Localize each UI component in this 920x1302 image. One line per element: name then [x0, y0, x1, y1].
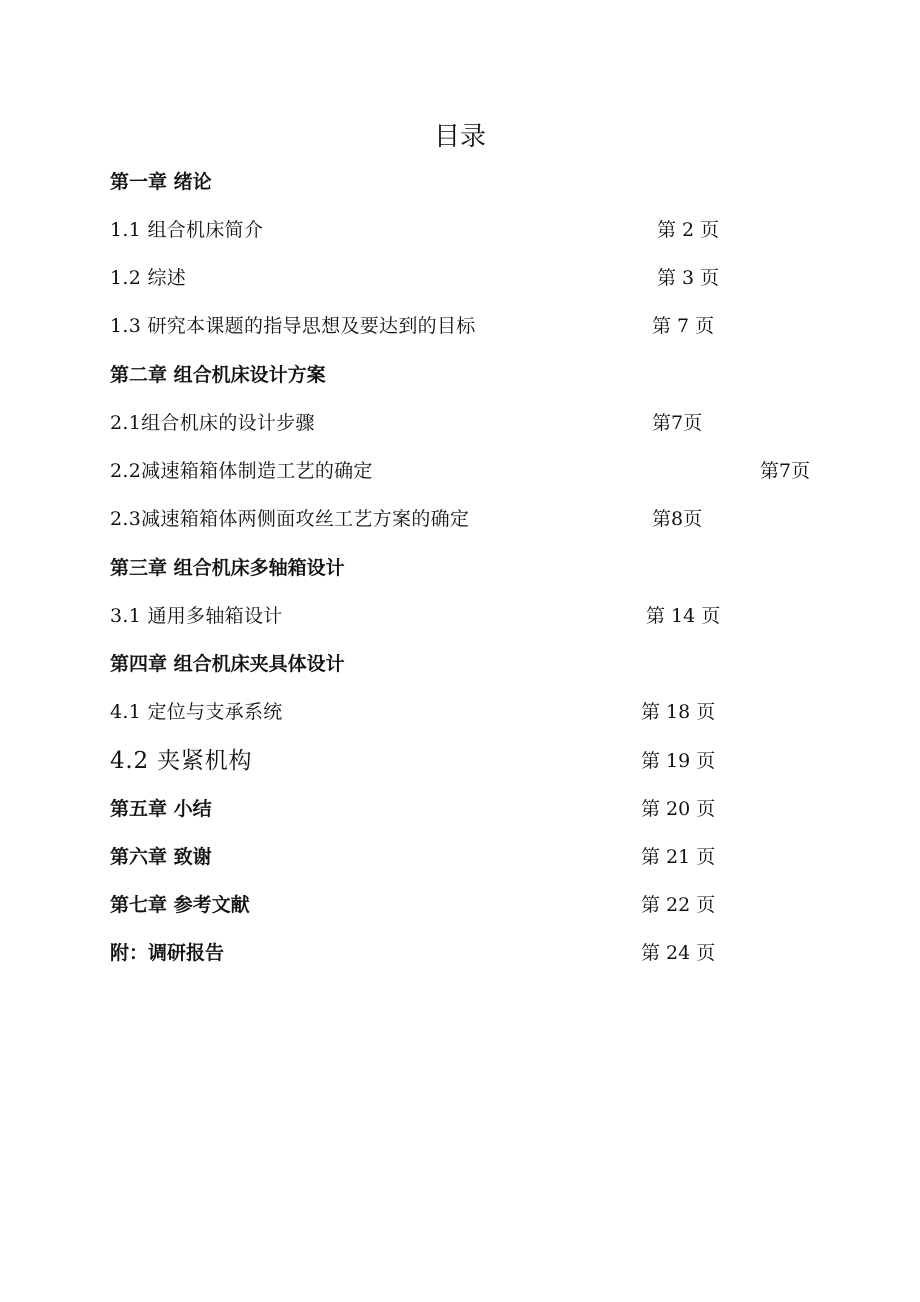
toc-entry-3-1: 3.1 通用多轴箱设计	[110, 605, 283, 627]
toc-entry-4-1: 4.1 定位与支承系统	[110, 701, 283, 723]
toc-page-2-1: 第7页	[652, 412, 703, 434]
toc-entry-2-2: 2.2减速箱箱体制造工艺的确定	[110, 460, 373, 482]
toc-chapter-5: 第五章 小结	[110, 798, 212, 820]
toc-entry-2-3: 2.3减速箱箱体两侧面攻丝工艺方案的确定	[110, 508, 470, 530]
toc-chapter-3: 第三章 组合机床多轴箱设计	[110, 557, 345, 579]
toc-title: 目录	[433, 122, 486, 152]
toc-chapter-2: 第二章 组合机床设计方案	[110, 364, 326, 386]
toc-page-1-1: 第 2 页	[657, 219, 720, 241]
toc-page-1-3: 第 7 页	[652, 315, 715, 337]
toc-page-7: 第 22 页	[641, 894, 716, 916]
toc-entry-4-2: 4.2 夹紧机构	[110, 748, 253, 774]
toc-page-4-2: 第 19 页	[641, 750, 716, 772]
toc-page-appendix: 第 24 页	[641, 942, 716, 964]
toc-entry-1-2: 1.2 综述	[110, 267, 187, 289]
toc-page-4-1: 第 18 页	[641, 701, 716, 723]
toc-page-1-2: 第 3 页	[657, 267, 720, 289]
toc-page-3-1: 第 14 页	[646, 605, 721, 627]
toc-chapter-6: 第六章 致谢	[110, 846, 212, 868]
toc-entry-1-3: 1.3 研究本课题的指导思想及要达到的目标	[110, 315, 476, 337]
toc-page-6: 第 21 页	[641, 846, 716, 868]
toc-page-5: 第 20 页	[641, 798, 716, 820]
toc-entry-1-1: 1.1 组合机床简介	[110, 219, 264, 241]
toc-chapter-7: 第七章 参考文献	[110, 894, 250, 916]
toc-appendix: 附：调研报告	[110, 942, 225, 964]
toc-chapter-1: 第一章 绪论	[110, 171, 212, 193]
toc-page-2-3: 第8页	[652, 508, 703, 530]
toc-entry-2-1: 2.1组合机床的设计步骤	[110, 412, 315, 434]
toc-page-2-2: 第7页	[760, 460, 811, 482]
toc-chapter-4: 第四章 组合机床夹具体设计	[110, 653, 345, 675]
